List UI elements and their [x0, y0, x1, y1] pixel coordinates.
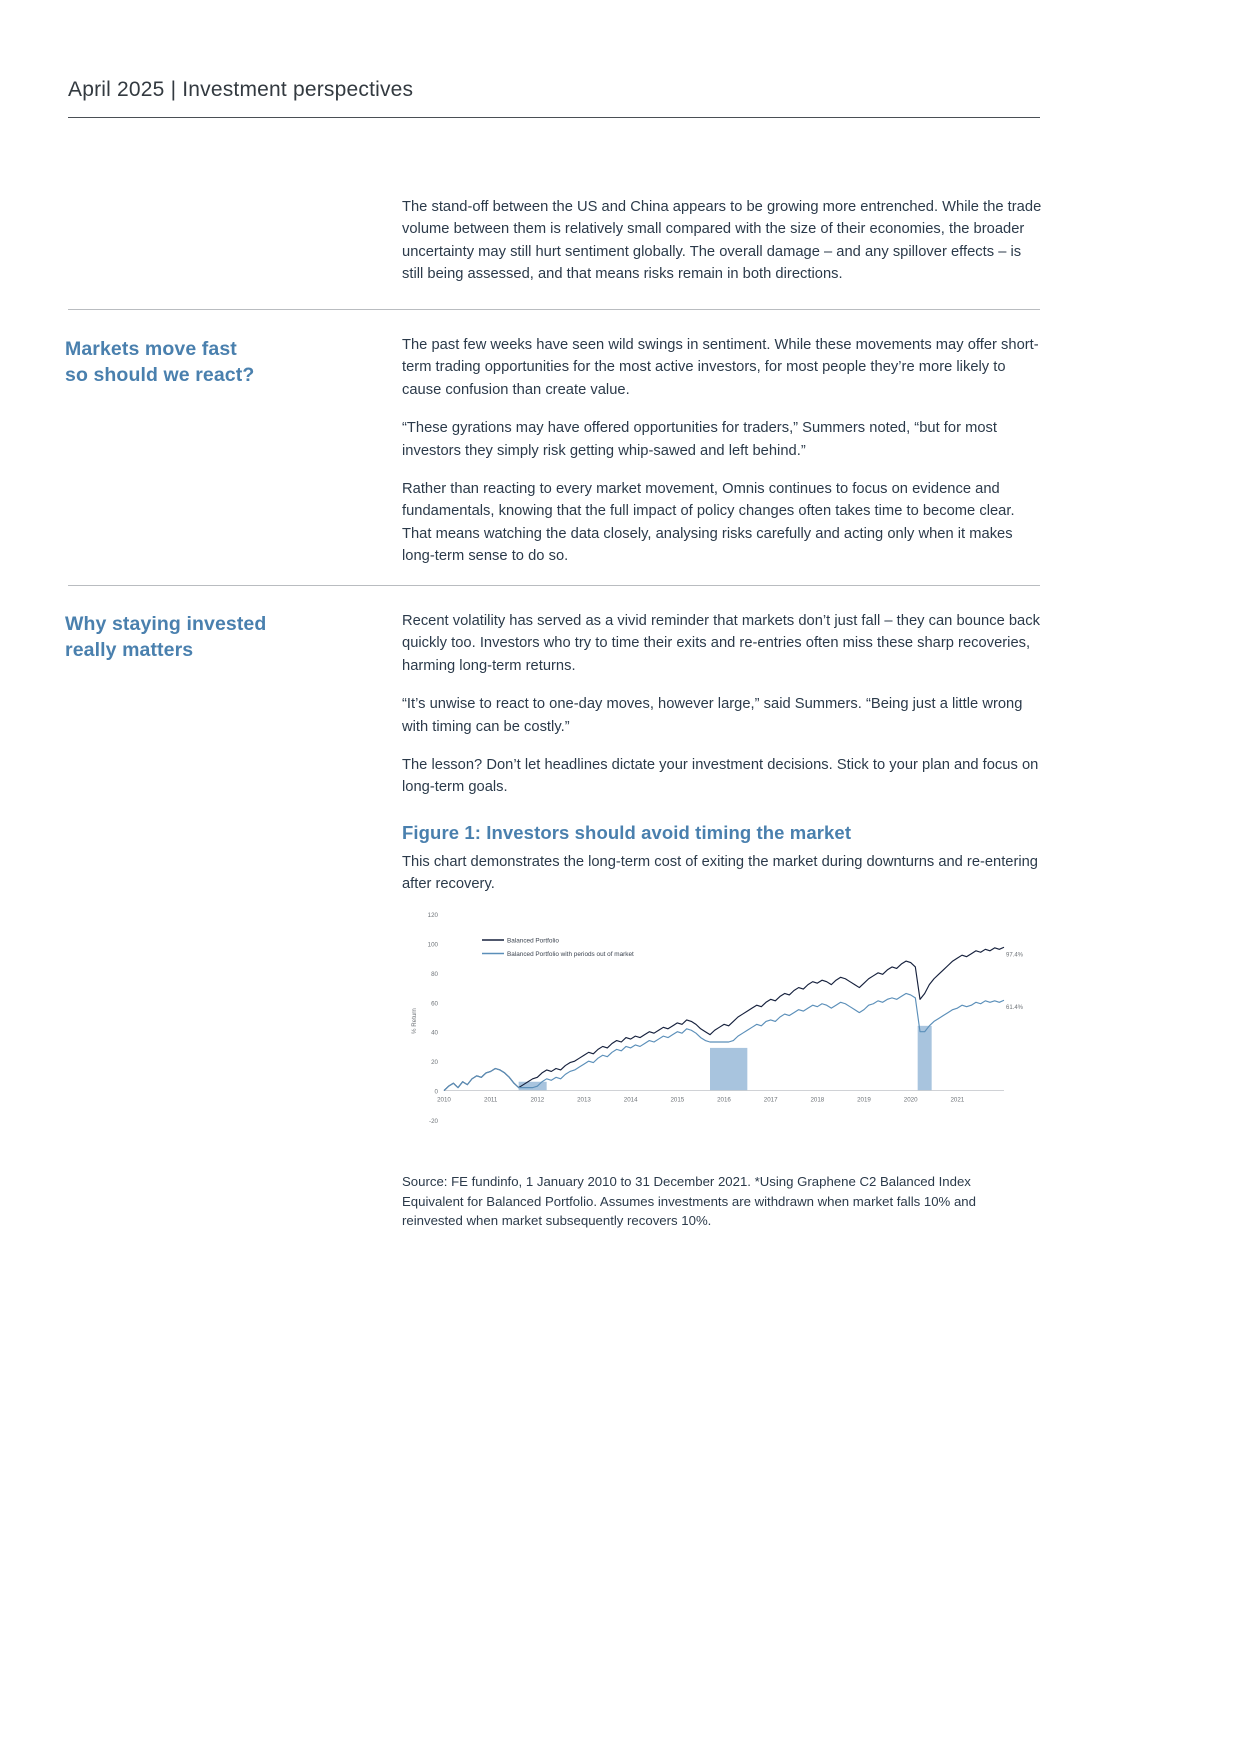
x-axis-tick-label: 2012 [530, 1096, 545, 1104]
y-axis-tick-label: 60 [431, 1000, 438, 1008]
header-separator: | [170, 78, 177, 101]
legend-label: Balanced Portfolio with periods out of market [507, 951, 634, 959]
x-axis-tick-label: 2018 [810, 1096, 825, 1104]
x-axis-tick-label: 2020 [903, 1096, 918, 1104]
chart-canvas [402, 902, 1042, 1152]
figure-title: Figure 1: Investors should avoid timing the market [402, 822, 852, 843]
section-2-heading-line1: Why staying invested [65, 613, 267, 635]
legend-label: Balanced Portfolio [507, 937, 559, 945]
y-axis-title: % Return [411, 1008, 418, 1035]
page-header [68, 78, 1040, 102]
x-axis-tick-label: 2013 [577, 1096, 591, 1104]
figure-1-chart [402, 902, 1042, 1152]
intro-block [402, 196, 1042, 286]
header-title: Investment perspectives [182, 78, 414, 101]
x-axis-tick-label: 2014 [623, 1096, 638, 1104]
y-axis-tick-label: -20 [429, 1118, 438, 1125]
x-axis-tick-label: 2017 [763, 1096, 778, 1104]
section-1-heading-line1: Markets move fast [65, 338, 237, 360]
y-axis-tick-label: 120 [427, 912, 438, 919]
figure-source-note: Source: FE fundinfo, 1 January 2010 to 31 December 2021. *Using Graphene C2 Balanced Index Equivalent for Balanced Portfolio. Assumes investments are withdrawn when market falls 10% and reinvested when market subsequently recovers 10%. [402, 1174, 976, 1228]
y-axis-tick-label: 100 [427, 941, 438, 949]
out-of-market-band [519, 1082, 547, 1091]
section-2-heading [65, 611, 385, 663]
series-end-label-dark: 97.4% [1006, 952, 1024, 959]
section-2-body [402, 610, 1042, 799]
y-axis-tick-label: 80 [431, 970, 438, 978]
section-1-paragraph-2: “These gyrations may have offered opportunities for traders,” Summers noted, “but for most investors they simply risk getting whip-sawed and left behind.” [402, 420, 998, 459]
section-1-heading [65, 336, 385, 388]
figure-header [402, 822, 1042, 896]
section-1-paragraph-1: The past few weeks have seen wild swings in sentiment. While these movements may offer short-term trading opportunities for the most active investors, for most people they’re more likely to cause confusion than create value. [402, 337, 1039, 398]
x-axis-tick-label: 2021 [950, 1096, 965, 1104]
header-date: April 2025 [68, 78, 165, 101]
header-rule [68, 117, 1040, 118]
y-axis-tick-label: 20 [431, 1059, 438, 1067]
section-2-heading-line2: really matters [65, 639, 194, 661]
section-1-paragraph-3: Rather than reacting to every market movement, Omnis continues to focus on evidence and fundamentals, knowing that the full impact of policy changes often takes time to become clear. That means watching the data closely, analysing risks carefully and acting only when it makes long-term sense to do so. [402, 481, 1015, 565]
y-axis-tick-label: 0 [434, 1088, 438, 1096]
x-axis-tick-label: 2016 [717, 1096, 731, 1104]
x-axis-tick-label: 2015 [670, 1096, 685, 1104]
out-of-market-band [710, 1048, 747, 1091]
out-of-market-band [918, 1026, 932, 1091]
x-axis-tick-label: 2011 [484, 1096, 498, 1104]
section-2-paragraph-2: “It’s unwise to react to one-day moves, however large,” said Summers. “Being just a little wrong with timing can be costly.” [402, 696, 1023, 735]
y-axis-tick-label: 40 [431, 1029, 438, 1037]
section-divider-2 [68, 585, 1040, 586]
section-2-paragraph-1: Recent volatility has served as a vivid reminder that markets don’t just fall – they can bounce back quickly too. Investors who try to time their exits and re-entries often miss these sharp recoveries, harming long-term returns. [402, 613, 1040, 674]
figure-subtitle: This chart demonstrates the long-term cost of exiting the market during downturns and re-entering after recovery. [402, 854, 1038, 893]
section-2-paragraph-3: The lesson? Don’t let headlines dictate your investment decisions. Stick to your plan and focus on long-term goals. [402, 757, 1039, 796]
x-axis-tick-label: 2019 [857, 1096, 871, 1104]
series-end-label-blue: 61.4% [1006, 1005, 1024, 1012]
section-divider-1 [68, 309, 1040, 310]
section-1-body [402, 334, 1042, 568]
x-axis-tick-label: 2010 [437, 1096, 451, 1104]
intro-paragraph: The stand-off between the US and China appears to be growing more entrenched. While the trade volume between them is relatively small compared with the size of their economies, the broader uncertainty may still hurt sentiment globally. The overall damage – and any spillover effects – is still being assessed, and that means risks remain in both directions. [402, 199, 1042, 283]
section-1-heading-line2: so should we react? [65, 364, 255, 386]
